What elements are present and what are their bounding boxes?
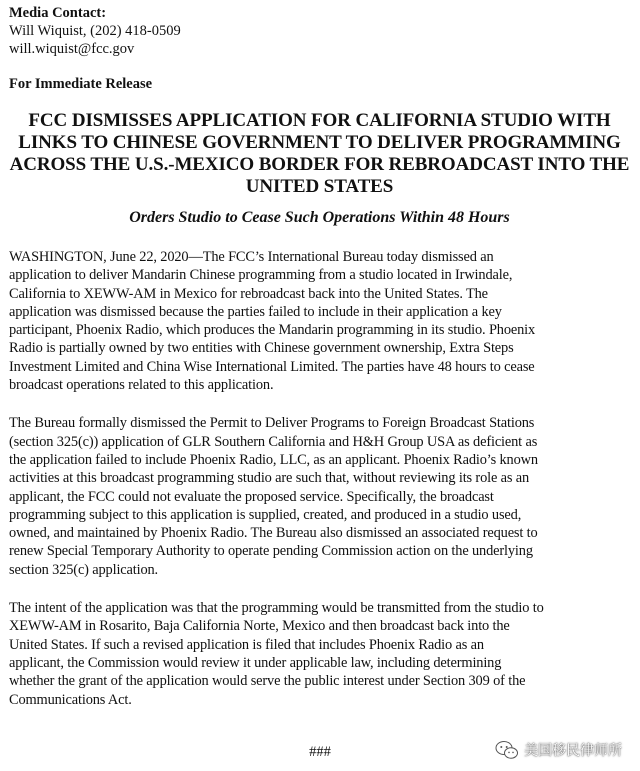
body-paragraph-1: WASHINGTON, June 22, 2020—The FCC’s International Bureau today dismissed an application to deliver Mandarin Chinese programming from a studio located in Irwindale, California to XEWW-AM in Mexico for rebroadcast back into the United States. The application was dismissed because the parties failed to include in their application a key participant, Phoenix Radio, which produces the Mandarin programming in its studio. Phoenix Radio is partially owned by two entities with Chinese government ownership, Extra Steps Investment Limited and China Wise International Limited. The parties have 48 hours to cease broadcast operations related to this application. <box>9 249 536 394</box>
watermark-text: 美国移民律师所 <box>524 743 622 759</box>
release-notice: For Immediate Release <box>9 76 153 92</box>
contact-name-phone: Will Wiquist, (202) 418-0509 <box>9 23 181 39</box>
wechat-icon <box>495 740 519 760</box>
end-of-release-mark: ### <box>309 744 331 760</box>
contact-email: will.wiquist@fcc.gov <box>9 41 135 57</box>
press-release-headline: FCC DISMISSES APPLICATION FOR CALIFORNIA STUDIO WITH LINKS TO CHINESE GOVERNMENT TO DELIVER PROGRAMMING ACROSS THE U.S.-MEXICO BORDER FOR REBROADCAST INTO THE UNITED STATES <box>9 110 630 197</box>
watermark <box>495 740 622 760</box>
body-paragraph-3: The intent of the application was that the programming would be transmitted from the studio to XEWW-AM in Rosarito, Baja California Norte, Mexico and then broadcast back into the United States. If such a revised application is filed that includes Phoenix Radio as an applicant, the Commission would review it under applicable law, including determining whether the grant of the application would serve the public interest under Section 309 of the Communications Act. <box>9 600 544 708</box>
media-contact-label: Media Contact: <box>9 5 107 21</box>
press-release-subheadline: Orders Studio to Cease Such Operations Within 48 Hours <box>129 209 510 226</box>
body-paragraph-2: The Bureau formally dismissed the Permit to Deliver Programs to Foreign Broadcast Stations (section 325(c)) application of GLR Southern California and H&H Group USA as deficient as the application failed to include Phoenix Radio, LLC, as an applicant. Phoenix Radio’s known activities at this broadcast programming studio are such that, without reviewing its role as an applicant, the FCC could not evaluate the proposed service. Specifically, the broadcast programming subject to this application is supplied, created, and produced in a studio used, owned, and maintained by Phoenix Radio. The Bureau also dismissed an associated request to renew Special Temporary Authority to operate pending Commission action on the underlying section 325(c) application. <box>9 415 538 578</box>
media-contact-block <box>9 4 630 58</box>
